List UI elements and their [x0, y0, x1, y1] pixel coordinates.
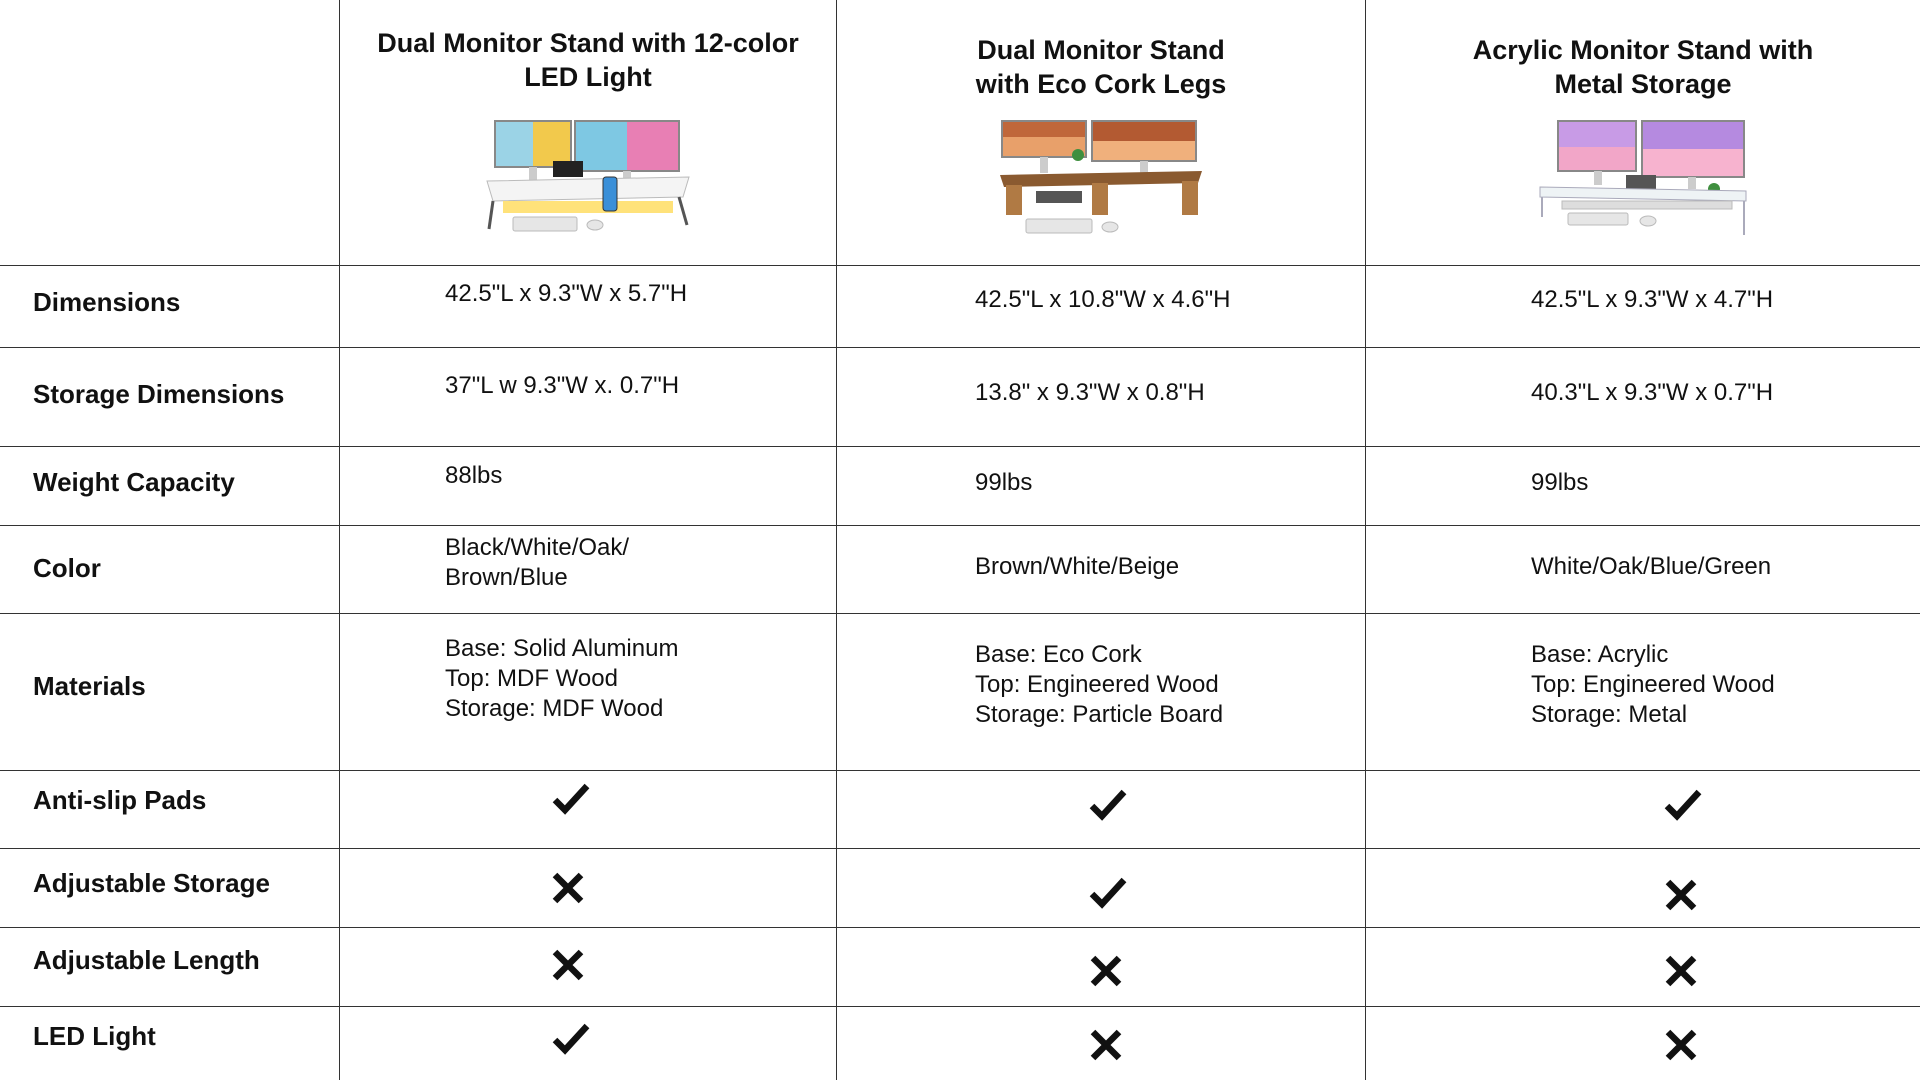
product-title-line: Acrylic Monitor Stand with [1472, 35, 1814, 65]
dual-monitor-stand-led-product-photo [483, 117, 693, 243]
product-header-1 [340, 0, 836, 265]
row-label-adjustable-length: Adjustable Length [33, 945, 260, 975]
cell-weight-capacity: 88lbs [445, 462, 503, 489]
product-title [837, 33, 1365, 101]
check-icon [1088, 785, 1128, 825]
product-header-3 [1366, 0, 1920, 265]
cell-materials-line: Top: Engineered Wood [975, 671, 1219, 698]
cell-materials-line: Base: Solid Aluminum [445, 635, 679, 662]
cell-materials-line: Top: Engineered Wood [1531, 671, 1775, 698]
product-title-line: with Eco Cork Legs [975, 69, 1227, 99]
cell-materials-line: Base: Acrylic [1531, 641, 1669, 668]
cross-icon [1086, 951, 1126, 991]
product-title-line: Metal Storage [1554, 69, 1732, 99]
cell-materials [445, 634, 678, 724]
cell-storage-dimensions: 13.8" x 9.3"W x 0.8"H [975, 379, 1205, 406]
cell-color-line: White/Oak/Blue/Green [1531, 553, 1772, 580]
dual-monitor-stand-cork-product-photo [996, 117, 1206, 243]
cell-color [1531, 552, 1771, 582]
product-header-2 [837, 0, 1365, 265]
cell-weight-capacity: 99lbs [975, 469, 1033, 496]
cell-dimensions: 42.5"L x 10.8"W x 4.6"H [975, 286, 1231, 313]
row-label-color: Color [33, 553, 101, 583]
cell-materials-line: Storage: MDF Wood [445, 695, 664, 722]
cross-icon [548, 945, 588, 985]
cross-icon [1086, 1025, 1126, 1065]
check-icon [1663, 785, 1703, 825]
acrylic-monitor-stand-product-photo [1538, 117, 1748, 243]
row-label-weight-capacity: Weight Capacity [33, 467, 235, 497]
product-title-line: LED Light [524, 62, 652, 92]
cell-color-line: Brown/White/Beige [975, 553, 1180, 580]
row-divider [0, 927, 1920, 928]
row-label-dimensions: Dimensions [33, 287, 181, 317]
cell-materials-line: Base: Eco Cork [975, 641, 1142, 668]
cell-color-line: Black/White/Oak/ [445, 534, 630, 561]
row-divider [0, 446, 1920, 447]
row-label-anti-slip-pads: Anti-slip Pads [33, 785, 207, 815]
check-icon [551, 1019, 591, 1059]
cell-storage-dimensions: 40.3"L x 9.3"W x 0.7"H [1531, 379, 1774, 406]
cell-materials-line: Top: MDF Wood [445, 665, 618, 692]
cell-materials [975, 640, 1223, 730]
cell-storage-dimensions: 37"L w 9.3"W x. 0.7"H [445, 372, 680, 399]
row-divider [0, 525, 1920, 526]
row-divider [0, 613, 1920, 614]
row-label-led-light: LED Light [33, 1021, 156, 1051]
row-label-materials: Materials [33, 671, 146, 701]
row-divider [0, 770, 1920, 771]
cell-materials-line: Storage: Metal [1531, 701, 1688, 728]
cross-icon [548, 868, 588, 908]
row-divider [0, 848, 1920, 849]
cell-dimensions: 42.5"L x 9.3"W x 4.7"H [1531, 286, 1774, 313]
product-title-line: Dual Monitor Stand [977, 35, 1225, 65]
cell-color [445, 533, 629, 593]
row-label-adjustable-storage: Adjustable Storage [33, 868, 270, 898]
product-title-line: Dual Monitor Stand with 12-color [377, 28, 799, 58]
row-divider [0, 347, 1920, 348]
cell-color-line: Brown/Blue [445, 564, 568, 591]
cross-icon [1661, 1025, 1701, 1065]
cell-weight-capacity: 99lbs [1531, 469, 1589, 496]
cell-dimensions: 42.5"L x 9.3"W x 5.7"H [445, 280, 688, 307]
check-icon [551, 779, 591, 819]
row-label-storage-dimensions: Storage Dimensions [33, 379, 285, 409]
row-divider [0, 265, 1920, 266]
product-title [1366, 33, 1920, 101]
product-title [340, 26, 836, 94]
cross-icon [1661, 951, 1701, 991]
cell-materials-line: Storage: Particle Board [975, 701, 1224, 728]
row-divider [0, 1006, 1920, 1007]
cross-icon [1661, 875, 1701, 915]
cell-color [975, 552, 1179, 582]
cell-materials [1531, 640, 1775, 730]
check-icon [1088, 873, 1128, 913]
